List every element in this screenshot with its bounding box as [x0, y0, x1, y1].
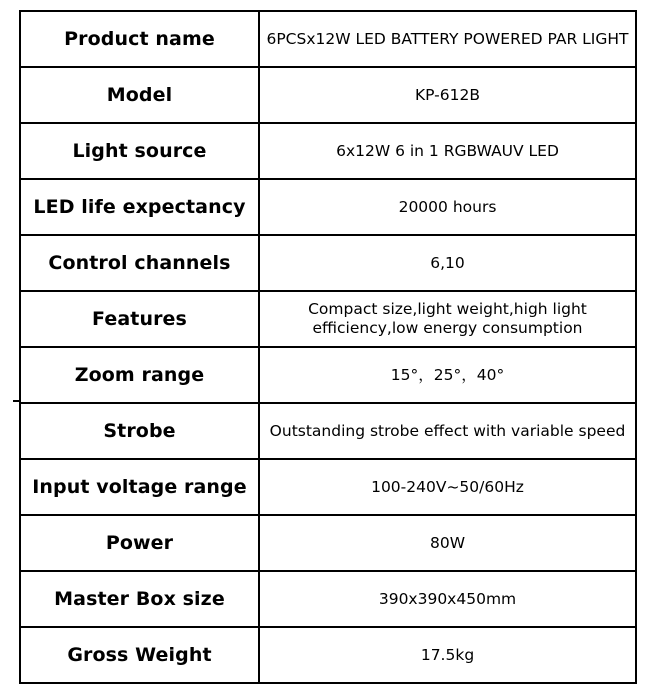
table-row — [20, 11, 636, 67]
row-label: Model — [20, 67, 259, 123]
row-value: 100-240V~50/60Hz — [259, 459, 636, 515]
row-label: Features — [20, 291, 259, 347]
table-row — [20, 459, 636, 515]
spec-table — [19, 10, 637, 684]
table-row — [20, 123, 636, 179]
row-value: 15°，25°，40° — [259, 347, 636, 403]
table-row — [20, 515, 636, 571]
row-label: Input voltage range — [20, 459, 259, 515]
table-row — [20, 347, 636, 403]
table-row — [20, 403, 636, 459]
row-label: Strobe — [20, 403, 259, 459]
row-label: Power — [20, 515, 259, 571]
row-value: KP-612B — [259, 67, 636, 123]
row-value: 17.5kg — [259, 627, 636, 683]
row-label: Master Box size — [20, 571, 259, 627]
table-row — [20, 179, 636, 235]
row-value: Compact size,light weight,high light efficiency,low energy consumption — [259, 291, 636, 347]
row-value: 6,10 — [259, 235, 636, 291]
row-label: Product name — [20, 11, 259, 67]
table-row — [20, 291, 636, 347]
row-label: Zoom range — [20, 347, 259, 403]
row-value: Outstanding strobe effect with variable speed — [259, 403, 636, 459]
row-value: 80W — [259, 515, 636, 571]
row-label: Light source — [20, 123, 259, 179]
row-label: Control channels — [20, 235, 259, 291]
row-value: 6x12W 6 in 1 RGBWAUV LED — [259, 123, 636, 179]
table-row — [20, 67, 636, 123]
row-label: Gross Weight — [20, 627, 259, 683]
table-row — [20, 627, 636, 683]
row-value: 6PCSx12W LED BATTERY POWERED PAR LIGHT — [259, 11, 636, 67]
row-value: 20000 hours — [259, 179, 636, 235]
table-row — [20, 571, 636, 627]
row-value: 390x390x450mm — [259, 571, 636, 627]
row-label: LED life expectancy — [20, 179, 259, 235]
table-row — [20, 235, 636, 291]
